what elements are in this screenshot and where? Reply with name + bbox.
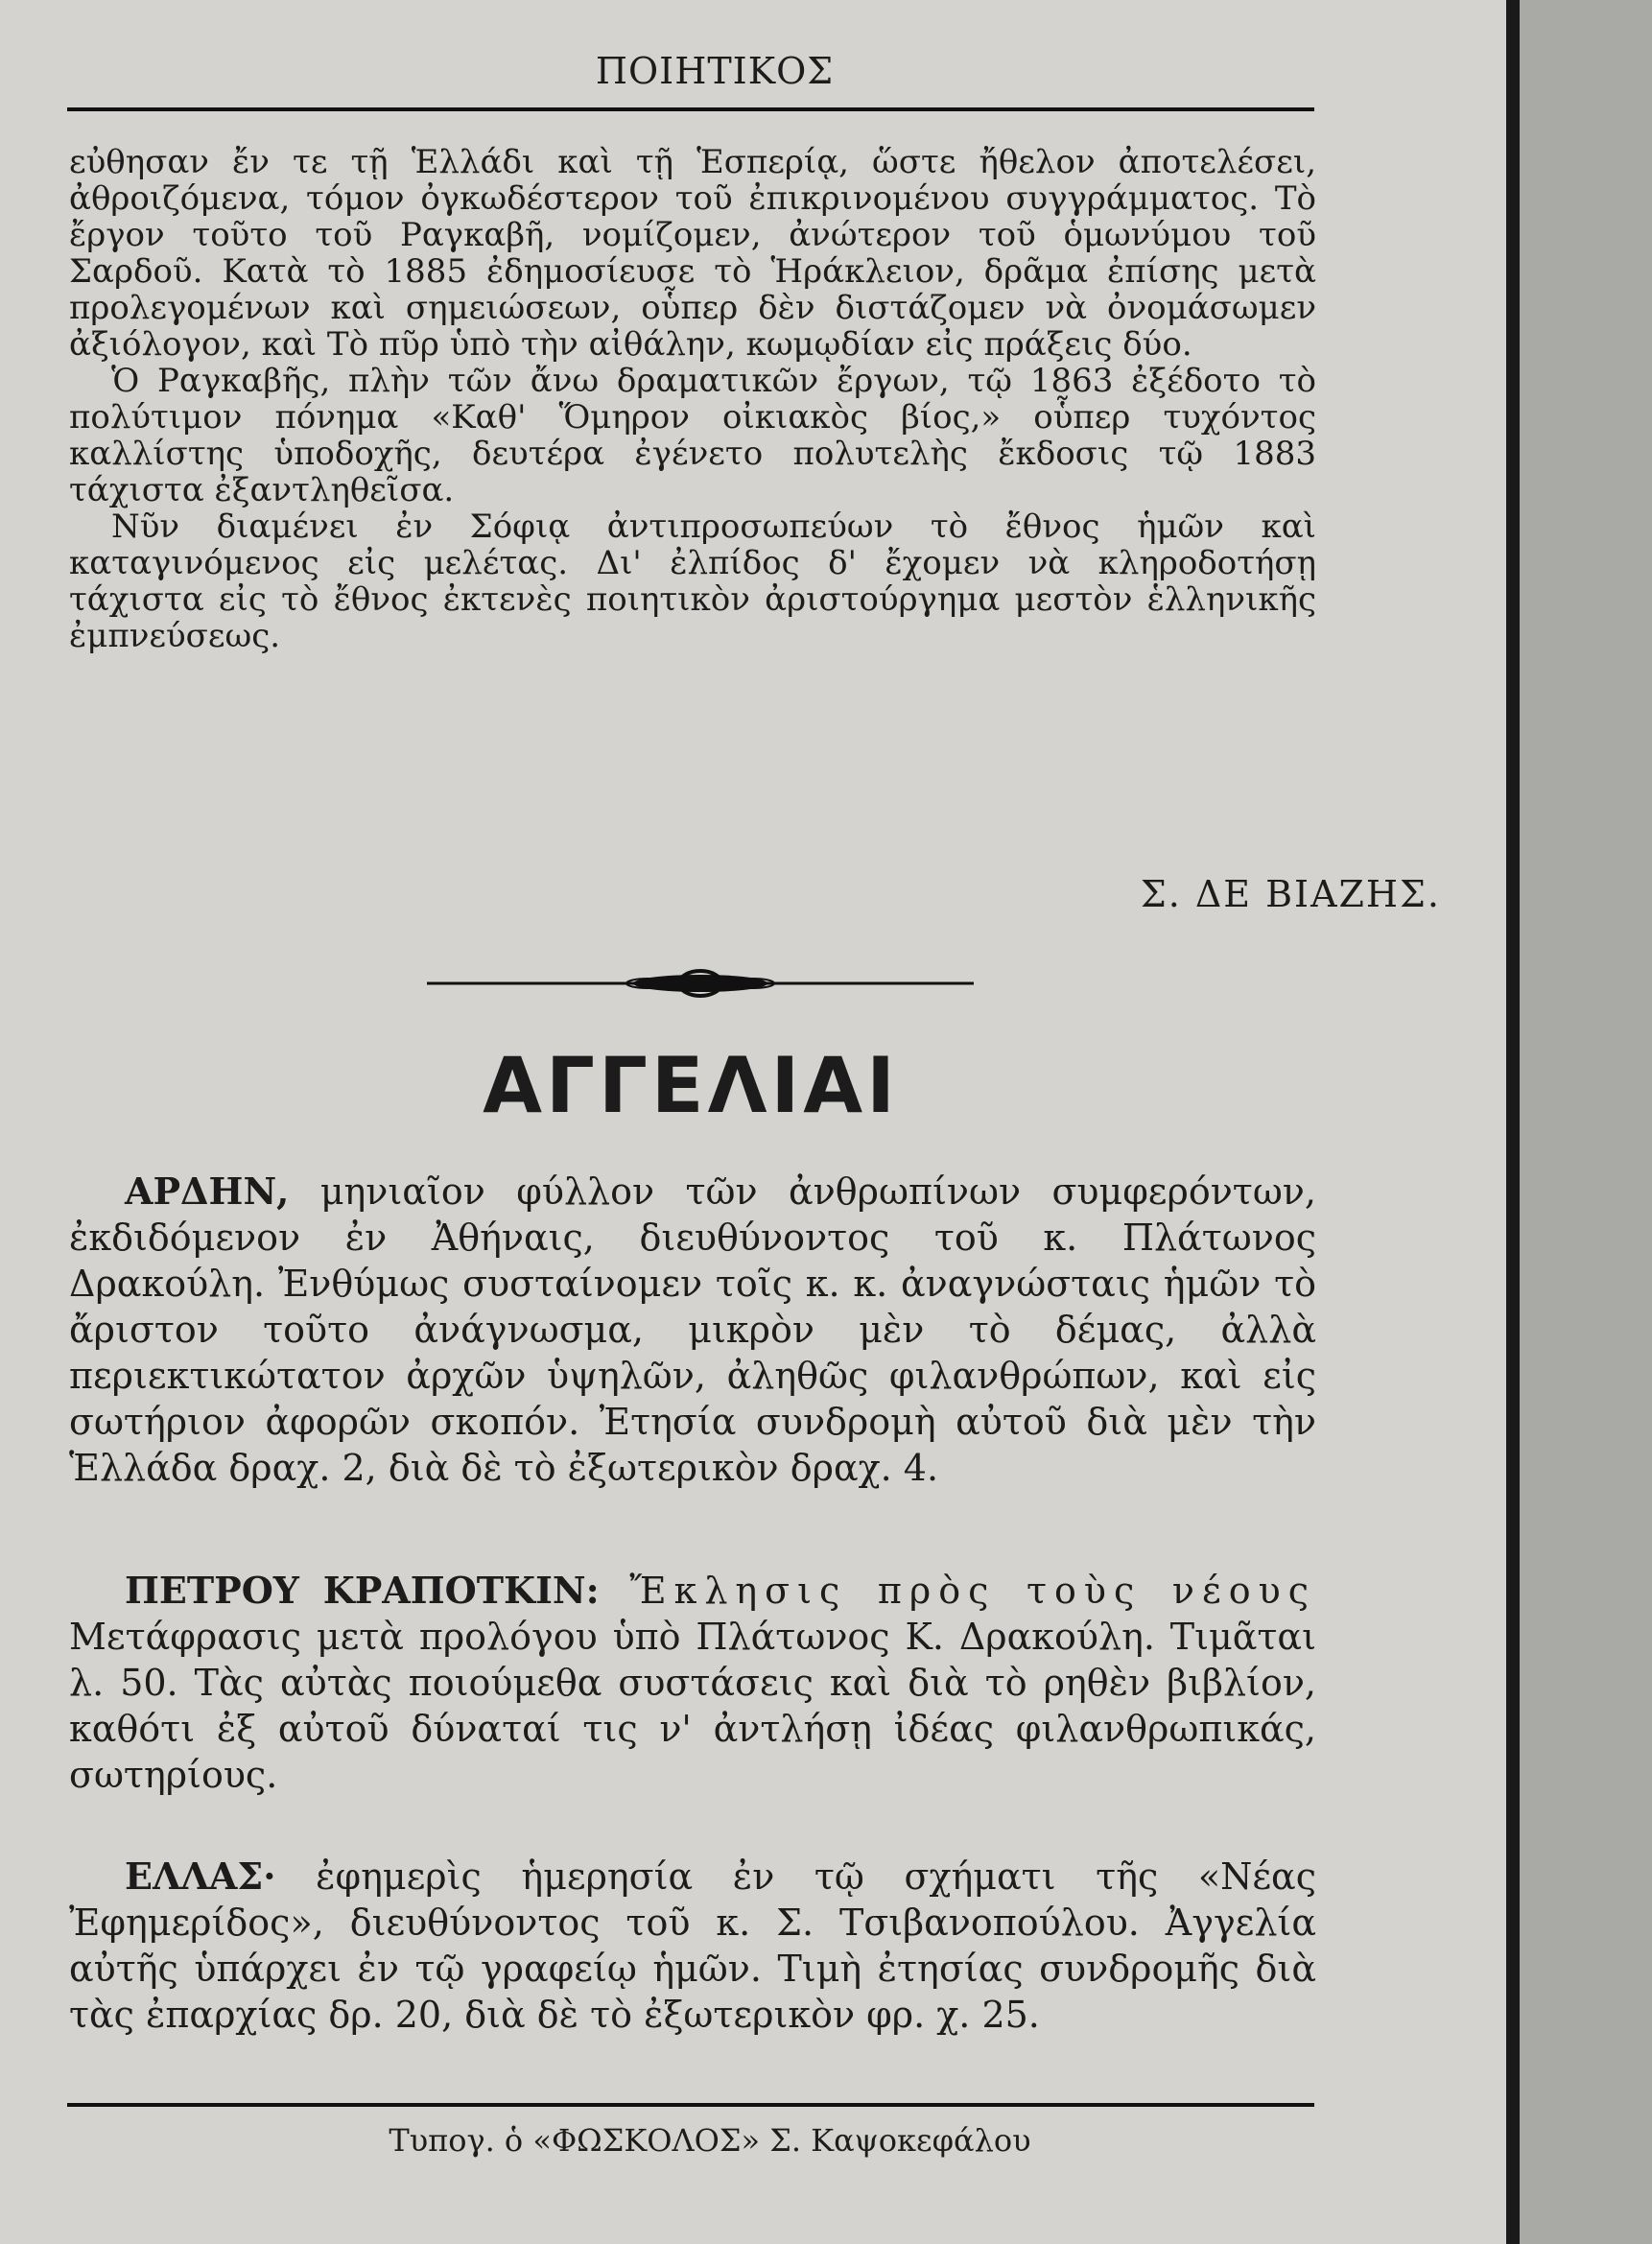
announcement-ellas [69, 1854, 1316, 2038]
binding-shadow [1520, 0, 1652, 2244]
body-text [69, 144, 1316, 654]
announcement-book-title: Ἔκλησις πρὸς τοὺς νέους [599, 1570, 1316, 1612]
announcement-lead: ΠΕΤΡΟΥ ΚΡΑΠΟΤΚΙΝ: [125, 1569, 600, 1612]
footer-rule [67, 2103, 1314, 2107]
printer-imprint: Τυπογ. ὁ «ΦΩΣΚΟΛΟΣ» Σ. Καψοκεφάλου [389, 2122, 1031, 2159]
announcement-text: μηνιαῖον φύλλον τῶν ἀνθρωπίνων συμφερόντων, ἐκδιδόμενον ἐν Ἀθήναις, διευθύνοντος τοῦ κ. Πλάτωνος Δρακούλη. Ἐνθύμως συσταίνομεν τοῖς κ. κ. ἀναγνώσταις ἡμῶν τὸ ἄριστον τοῦτο ἀνάγνωσμα, μικρὸν μὲν τὸ δέμας, ἀλλὰ περιεκτικώτατον ἀρχῶν ὑψηλῶν, ἀληθῶς φιλανθρώπων, καὶ εἰς σωτήριον ἀφορῶν σκοπόν. Ἐτησία συνδρομὴ αὐτοῦ διὰ μὲν τὴν Ἑλλάδα δραχ. 2, διὰ δὲ τὸ ἐξωτερικὸν δραχ. 4. [69, 1170, 1316, 1489]
announcement-text: Μετάφρασις μετὰ προλόγου ὑπὸ Πλάτωνος Κ. Δρακούλη. Τιμᾶται λ. 50. Τὰς αὐτὰς ποιούμεθα συστάσεις καὶ διὰ τὸ ρηθὲν βιβλίον, καθότι ἐξ αὐτοῦ δύναταί τις ν' ἀντλήσῃ ἰδέας φιλανθρωπικάς, σωτηρίους. [69, 1616, 1316, 1796]
announcement-lead: ΕΛΛΑΣ· [125, 1854, 276, 1898]
announcement-ardin [69, 1169, 1316, 1491]
running-header: ΠΟΙΗΤΙΚΟΣ [595, 50, 835, 92]
announcements-heading: ΑΓΓΕΛΙΑΙ [483, 1041, 899, 1130]
page-edge [1506, 0, 1520, 2244]
paragraph-3: Νῦν διαμένει ἐν Σόφιᾳ ἀντιπροσωπεύων τὸ ἔθνος ἡμῶν καὶ καταγινόμενος εἰς μελέτας. Δι' ἐλπίδος δ' ἔχομεν νὰ κληροδοτήσῃ τάχιστα εἰς τὸ ἔθνος ἐκτενὲς ποιητικὸν ἀριστούργημα μεστὸν ἑλληνικῆς ἐμπνεύσεως. [69, 508, 1316, 655]
paragraph-1: εὐθησαν ἔν τε τῇ Ἑλλάδι καὶ τῇ Ἑσπερίᾳ, ὥστε ἤθελον ἀποτελέσει, ἀθροιζόμενα, τόμον ὀγκωδέστερον τοῦ ἐπικρινομένου συγγράμματος. Τὸ ἔργον τοῦτο τοῦ Ραγκαβῆ, νομίζομεν, ἀνώτερον τοῦ ὁμωνύμου τοῦ Σαρδοῦ. Κατὰ τὸ 1885 ἐδημοσίευσε τὸ Ἡράκλειον, δρᾶμα ἐπίσης μετὰ προλεγομένων καὶ σημειώσεων, οὗπερ δὲν διστάζομεν νὰ ὀνομάσωμεν ἀξιόλογον, καὶ Τὸ πῦρ ὑπὸ τὴν αἰθάλην, κωμῳδίαν εἰς πράξεις δύο. [69, 143, 1316, 364]
author-signature: Σ. ΔΕ ΒΙΑΖΗΣ. [1140, 873, 1441, 915]
announcement-lead: ΑΡΔΗΝ, [125, 1169, 290, 1213]
announcement-text: ἐφημερὶς ἡμερησία ἐν τῷ σχήματι τῆς «Νέας Ἐφημερίδος», διευθύνοντος τοῦ κ. Σ. Τσιβανοπούλου. Ἀγγελία αὐτῆς ὑπάρχει ἐν τῷ γραφείῳ ἡμῶν. Τιμὴ ἐτησίας συνδρομῆς διὰ τὰς ἐπαρχίας δρ. 20, διὰ δὲ τὸ ἐξωτερικὸν φρ. χ. 25. [69, 1855, 1316, 2036]
paragraph-2: Ὁ Ραγκαβῆς, πλὴν τῶν ἄνω δραματικῶν ἔργων, τῷ 1863 ἐξέδοτο τὸ πολύτιμον πόνημα «Καθ' Ὅμηρον οἰκιακὸς βίος,» οὗπερ τυχόντος καλλίστης ὑποδοχῆς, δευτέρα ἐγένετο πολυτελὴς ἔκδοσις τῷ 1883 τάχιστα ἐξαντληθεῖσα. [69, 362, 1316, 509]
ornament-divider-icon [427, 964, 974, 1003]
announcement-kropotkin [69, 1568, 1316, 1798]
header-rule [67, 107, 1314, 111]
